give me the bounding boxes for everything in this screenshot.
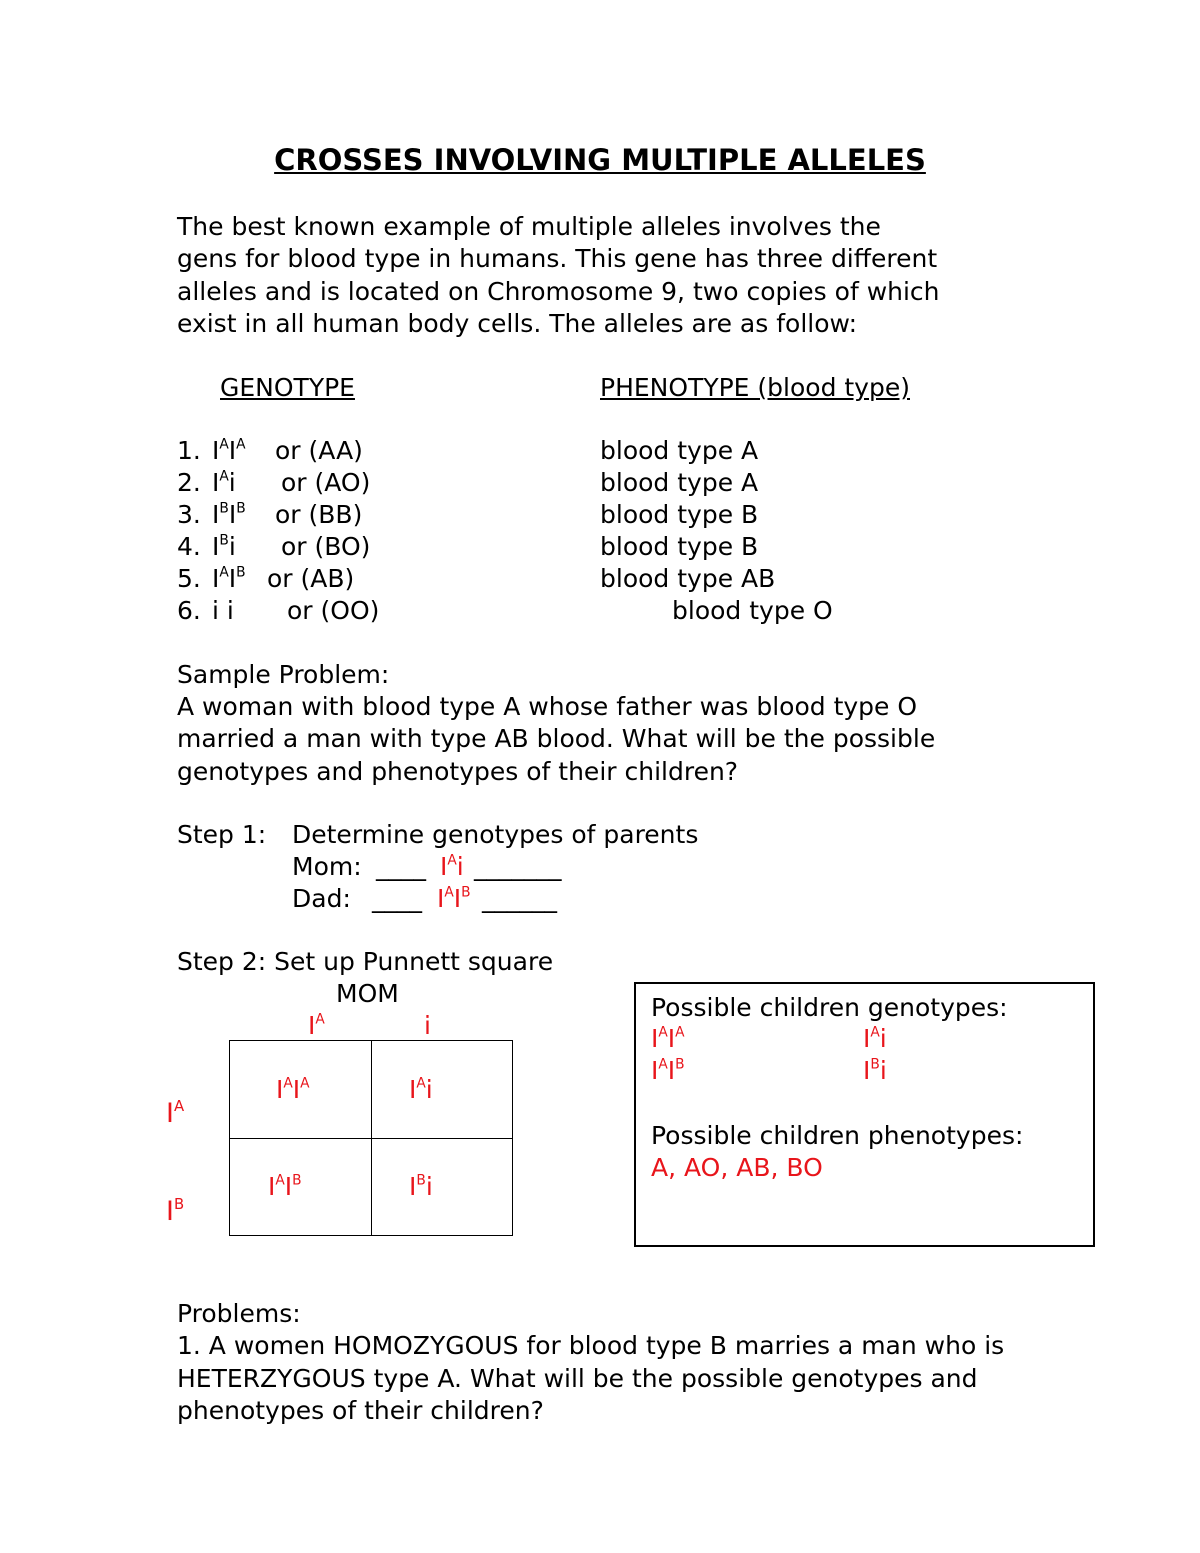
punnett-cell: $I^Bi$: [409, 1172, 433, 1201]
allele-alt: or (BO): [281, 532, 371, 561]
allele-alt: or (AA): [275, 436, 363, 465]
mom-heading: MOM: [336, 979, 399, 1008]
dad-allele-2: $I^B$: [166, 1194, 185, 1227]
allele-superscript: A: [315, 1011, 325, 1028]
sample-heading: Sample Problem:: [177, 660, 390, 689]
allele-phenotype: blood type A: [600, 436, 759, 465]
step2-text: Step 2: Set up Punnett square: [177, 947, 554, 976]
allele-superscript: B: [461, 884, 471, 901]
mom-label: Mom:: [292, 852, 362, 881]
allele-superscript: B: [675, 1056, 685, 1073]
allele-notation: $I^Ai$: [212, 468, 236, 497]
allele-superscript: B: [173, 1194, 185, 1213]
result-genotype: $I^Bi$: [863, 1056, 887, 1085]
mom-genotype: $I^Ai$: [440, 852, 464, 881]
allele-superscript: A: [275, 1172, 285, 1189]
allele-notation: $I^AI^B$: [212, 564, 246, 593]
allele-superscript: A: [658, 1056, 668, 1073]
allele-superscript: A: [283, 1075, 293, 1092]
phenotypes-heading: Possible children phenotypes:: [651, 1121, 1024, 1150]
allele-alt: or (AO): [281, 468, 371, 497]
dad-allele-1: $I^A$: [166, 1096, 185, 1129]
allele-alt: or (BB): [275, 500, 363, 529]
sample-line-3: genotypes and phenotypes of their children?: [177, 757, 739, 786]
allele-phenotype: blood type O: [672, 596, 833, 625]
allele-superscript: B: [219, 500, 229, 517]
punnett-cell: $I^AI^A$: [276, 1075, 310, 1104]
page-title: CROSSES INVOLVING MULTIPLE ALLELES: [274, 143, 926, 177]
genotype-header: GENOTYPE: [220, 373, 355, 402]
problem-line-2: HETERZYGOUS type A. What will be the possible genotypes and: [177, 1364, 978, 1393]
allele-num: 5.: [177, 564, 201, 593]
step1-label: Step 1:: [177, 820, 267, 849]
allele-phenotype: blood type AB: [600, 564, 776, 593]
step1-text: Determine genotypes of parents: [292, 820, 699, 849]
allele-num: 6.: [177, 596, 201, 625]
allele-num: 4.: [177, 532, 201, 561]
dad-blank-after: ______: [482, 884, 557, 913]
allele-superscript: A: [219, 468, 229, 485]
problems-heading: Problems:: [177, 1299, 301, 1328]
problem-line-1: 1. A women HOMOZYGOUS for blood type B marries a man who is: [177, 1331, 1005, 1360]
result-genotype: $I^AI^B$: [651, 1056, 685, 1085]
allele-superscript: A: [658, 1024, 668, 1041]
dad-label: Dad:: [292, 884, 351, 913]
allele-num: 1.: [177, 436, 201, 465]
dad-blank-before: ____: [372, 884, 422, 913]
sample-line-2: married a man with type AB blood. What will be the possible: [177, 724, 936, 753]
intro-line-2: gens for blood type in humans. This gene has three different: [177, 244, 938, 273]
allele-superscript: A: [416, 1075, 426, 1092]
allele-notation: $I^AI^A$: [212, 436, 246, 465]
allele-superscript: A: [870, 1024, 880, 1041]
intro-line-1: The best known example of multiple alleles involves the: [177, 212, 881, 241]
allele-phenotype: blood type B: [600, 532, 759, 561]
allele-alt: or (AB): [267, 564, 355, 593]
sample-line-1: A woman with blood type A whose father was blood type O: [177, 692, 918, 721]
allele-num: 3.: [177, 500, 201, 529]
allele-superscript: B: [292, 1172, 302, 1189]
result-genotype: $I^Ai$: [863, 1024, 887, 1053]
punnett-cell: $I^AI^B$: [268, 1172, 302, 1201]
allele-superscript: A: [173, 1096, 185, 1115]
mom-blank-before: ____: [376, 852, 426, 881]
allele-notation: $I^BI^B$: [212, 500, 246, 529]
punnett-square: [229, 1040, 513, 1236]
allele-superscript: B: [416, 1172, 426, 1189]
punnett-horizontal-divider: [230, 1138, 512, 1139]
dad-genotype: $I^AI^B$: [437, 884, 471, 913]
allele-superscript: A: [444, 884, 454, 901]
mom-blank-after: _______: [474, 852, 562, 881]
allele-superscript: A: [675, 1024, 685, 1041]
intro-line-3: alleles and is located on Chromosome 9, two copies of which: [177, 277, 940, 306]
allele-phenotype: blood type B: [600, 500, 759, 529]
allele-notation: i i: [212, 596, 234, 625]
allele-superscript: B: [870, 1056, 880, 1073]
mom-allele-2: i: [424, 1011, 431, 1040]
phenotype-header: PHENOTYPE (blood type): [600, 373, 910, 402]
intro-line-4: exist in all human body cells. The alleles are as follow:: [177, 309, 858, 338]
mom-allele-1: $I^A$: [308, 1011, 325, 1040]
allele-superscript: A: [219, 564, 229, 581]
problem-line-3: phenotypes of their children?: [177, 1396, 544, 1425]
allele-num: 2.: [177, 468, 201, 497]
allele-superscript: B: [236, 500, 246, 517]
allele-superscript: B: [219, 532, 229, 549]
allele-superscript: A: [447, 852, 457, 869]
allele-superscript: A: [300, 1075, 310, 1092]
allele-superscript: A: [219, 436, 229, 453]
allele-superscript: B: [236, 564, 246, 581]
allele-phenotype: blood type A: [600, 468, 759, 497]
result-phenotypes: A, AO, AB, BO: [651, 1153, 823, 1182]
genotypes-heading: Possible children genotypes:: [651, 993, 1008, 1022]
result-genotype: $I^AI^A$: [651, 1024, 685, 1053]
allele-superscript: A: [236, 436, 246, 453]
allele-alt: or (OO): [287, 596, 380, 625]
punnett-cell: $I^Ai$: [409, 1075, 433, 1104]
allele-notation: $I^Bi$: [212, 532, 236, 561]
